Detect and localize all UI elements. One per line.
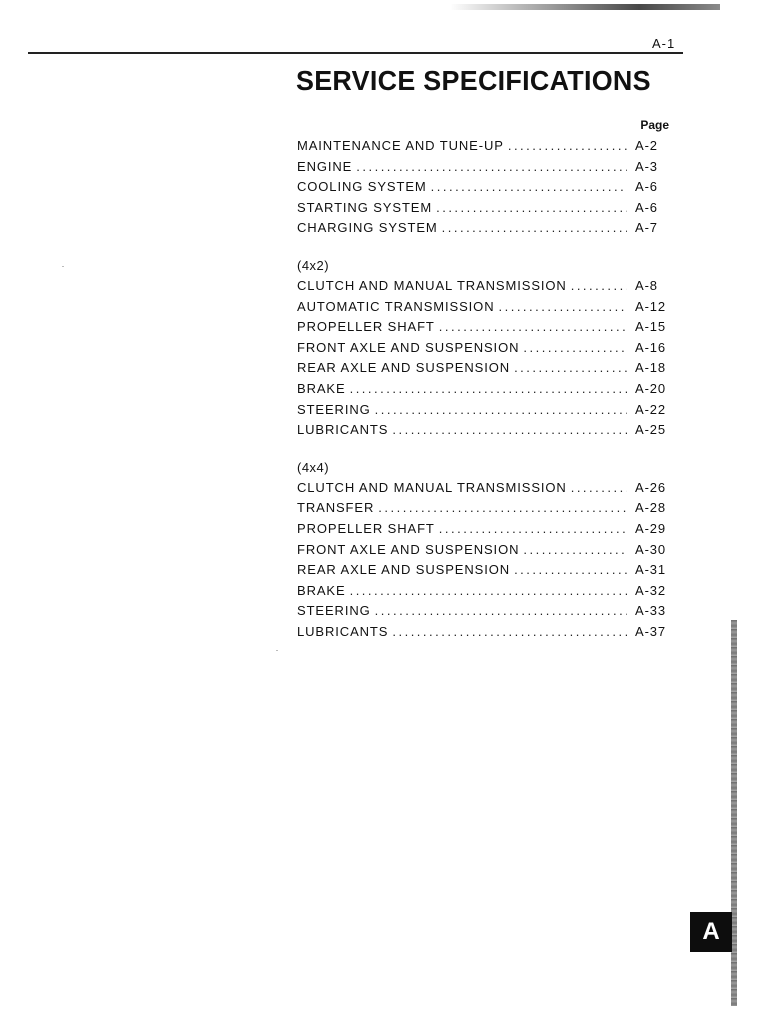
scan-speck (276, 650, 278, 651)
toc-entry-page: A-20 (635, 380, 667, 396)
toc-group (297, 256, 669, 441)
toc-entry-label: LUBRICANTS (297, 422, 389, 438)
dot-leader (431, 177, 627, 198)
toc-groups (297, 136, 669, 642)
toc-entry-page: A-12 (635, 298, 667, 314)
toc-entry (297, 420, 669, 441)
toc-entry-page: A-28 (635, 500, 667, 516)
dot-leader (571, 478, 627, 499)
toc-entry-label: STARTING SYSTEM (297, 199, 433, 215)
toc-group (297, 458, 669, 643)
toc-entry-label: PROPELLER SHAFT (297, 520, 435, 536)
toc-entry-page: A-7 (635, 220, 658, 236)
toc-entry-label: TRANSFER (297, 500, 375, 516)
page-title: SERVICE SPECIFICATIONS (296, 65, 651, 96)
dot-leader (356, 157, 627, 178)
toc-entry (297, 198, 669, 219)
toc-entry (297, 157, 669, 178)
toc-entry-page: A-25 (635, 422, 667, 438)
toc-entry (297, 297, 669, 318)
toc-entry (297, 136, 669, 157)
table-of-contents (297, 118, 669, 642)
toc-entry (297, 519, 669, 540)
toc-entry (297, 276, 669, 297)
dot-leader (375, 400, 627, 421)
toc-group-label: (4x4) (297, 459, 330, 475)
toc-entry-page: A-29 (635, 520, 667, 536)
toc-entry-page: A-15 (635, 319, 667, 335)
toc-entry-page: A-37 (635, 623, 667, 639)
toc-entry-label: STEERING (297, 401, 371, 417)
toc-entry-label: BRAKE (297, 380, 346, 396)
toc-entry-page: A-18 (635, 360, 667, 376)
toc-group (297, 136, 669, 239)
toc-entry-label: CHARGING SYSTEM (297, 220, 438, 236)
toc-entry (297, 540, 669, 561)
toc-entry (297, 478, 669, 499)
dot-leader (514, 358, 627, 379)
toc-entry-page: A-6 (635, 199, 658, 215)
dot-leader (523, 540, 627, 561)
dot-leader (514, 560, 627, 581)
toc-entry-label: MAINTENANCE AND TUNE-UP (297, 138, 504, 153)
toc-entry-label: CLUTCH AND MANUAL TRANSMISSION (297, 277, 567, 293)
toc-entry (297, 338, 669, 359)
toc-entry-label: PROPELLER SHAFT (297, 319, 435, 335)
toc-entry-label: FRONT AXLE AND SUSPENSION (297, 541, 520, 557)
toc-entry (297, 218, 669, 239)
toc-entry-label: REAR AXLE AND SUSPENSION (297, 360, 511, 376)
scan-smear (450, 4, 720, 10)
toc-entry (297, 560, 669, 581)
dot-leader (498, 297, 627, 318)
dot-leader (392, 420, 627, 441)
toc-entry (297, 379, 669, 400)
toc-entry-page: A-33 (635, 603, 667, 619)
dot-leader (523, 338, 627, 359)
toc-entry-label: FRONT AXLE AND SUSPENSION (297, 339, 520, 355)
toc-entry (297, 358, 669, 379)
dot-leader (378, 498, 627, 519)
toc-entry-page: A-22 (635, 401, 667, 417)
dot-leader (392, 622, 627, 643)
dot-leader (350, 581, 627, 602)
toc-entry (297, 601, 669, 622)
page-column-heading: Page (640, 118, 669, 132)
toc-entry (297, 177, 669, 198)
toc-entry (297, 581, 669, 602)
dot-leader (571, 276, 627, 297)
dot-leader (508, 136, 627, 157)
toc-entry (297, 498, 669, 519)
toc-entry-label: CLUTCH AND MANUAL TRANSMISSION (297, 479, 567, 495)
toc-entry-page: A-16 (635, 339, 667, 355)
dot-leader (442, 218, 627, 239)
toc-entry (297, 317, 669, 338)
toc-entry-page: A-2 (635, 138, 658, 153)
dot-leader (436, 198, 627, 219)
toc-group-label: (4x2) (297, 257, 330, 273)
toc-entry-page: A-26 (635, 479, 667, 495)
toc-entry-page: A-31 (635, 562, 667, 578)
toc-entry-label: BRAKE (297, 582, 346, 598)
toc-entry-page: A-6 (635, 179, 658, 195)
toc-entry-label: AUTOMATIC TRANSMISSION (297, 298, 495, 314)
page-number: A-1 (652, 36, 676, 51)
toc-entry (297, 622, 669, 643)
toc-entry-page: A-8 (635, 277, 658, 293)
dot-leader (350, 379, 627, 400)
section-tab: A (690, 912, 732, 952)
toc-entry-label: LUBRICANTS (297, 623, 389, 639)
toc-entry-page: A-30 (635, 541, 667, 557)
toc-entry-label: STEERING (297, 603, 371, 619)
toc-entry-label: REAR AXLE AND SUSPENSION (297, 562, 511, 578)
toc-entry (297, 400, 669, 421)
toc-entry-label: COOLING SYSTEM (297, 179, 427, 195)
toc-entry-page: A-3 (635, 158, 658, 174)
dot-leader (375, 601, 627, 622)
dot-leader (439, 317, 627, 338)
dot-leader (439, 519, 627, 540)
scan-speck (62, 266, 64, 267)
toc-entry-page: A-32 (635, 582, 667, 598)
toc-entry-label: ENGINE (297, 158, 353, 174)
header-rule (28, 52, 683, 54)
